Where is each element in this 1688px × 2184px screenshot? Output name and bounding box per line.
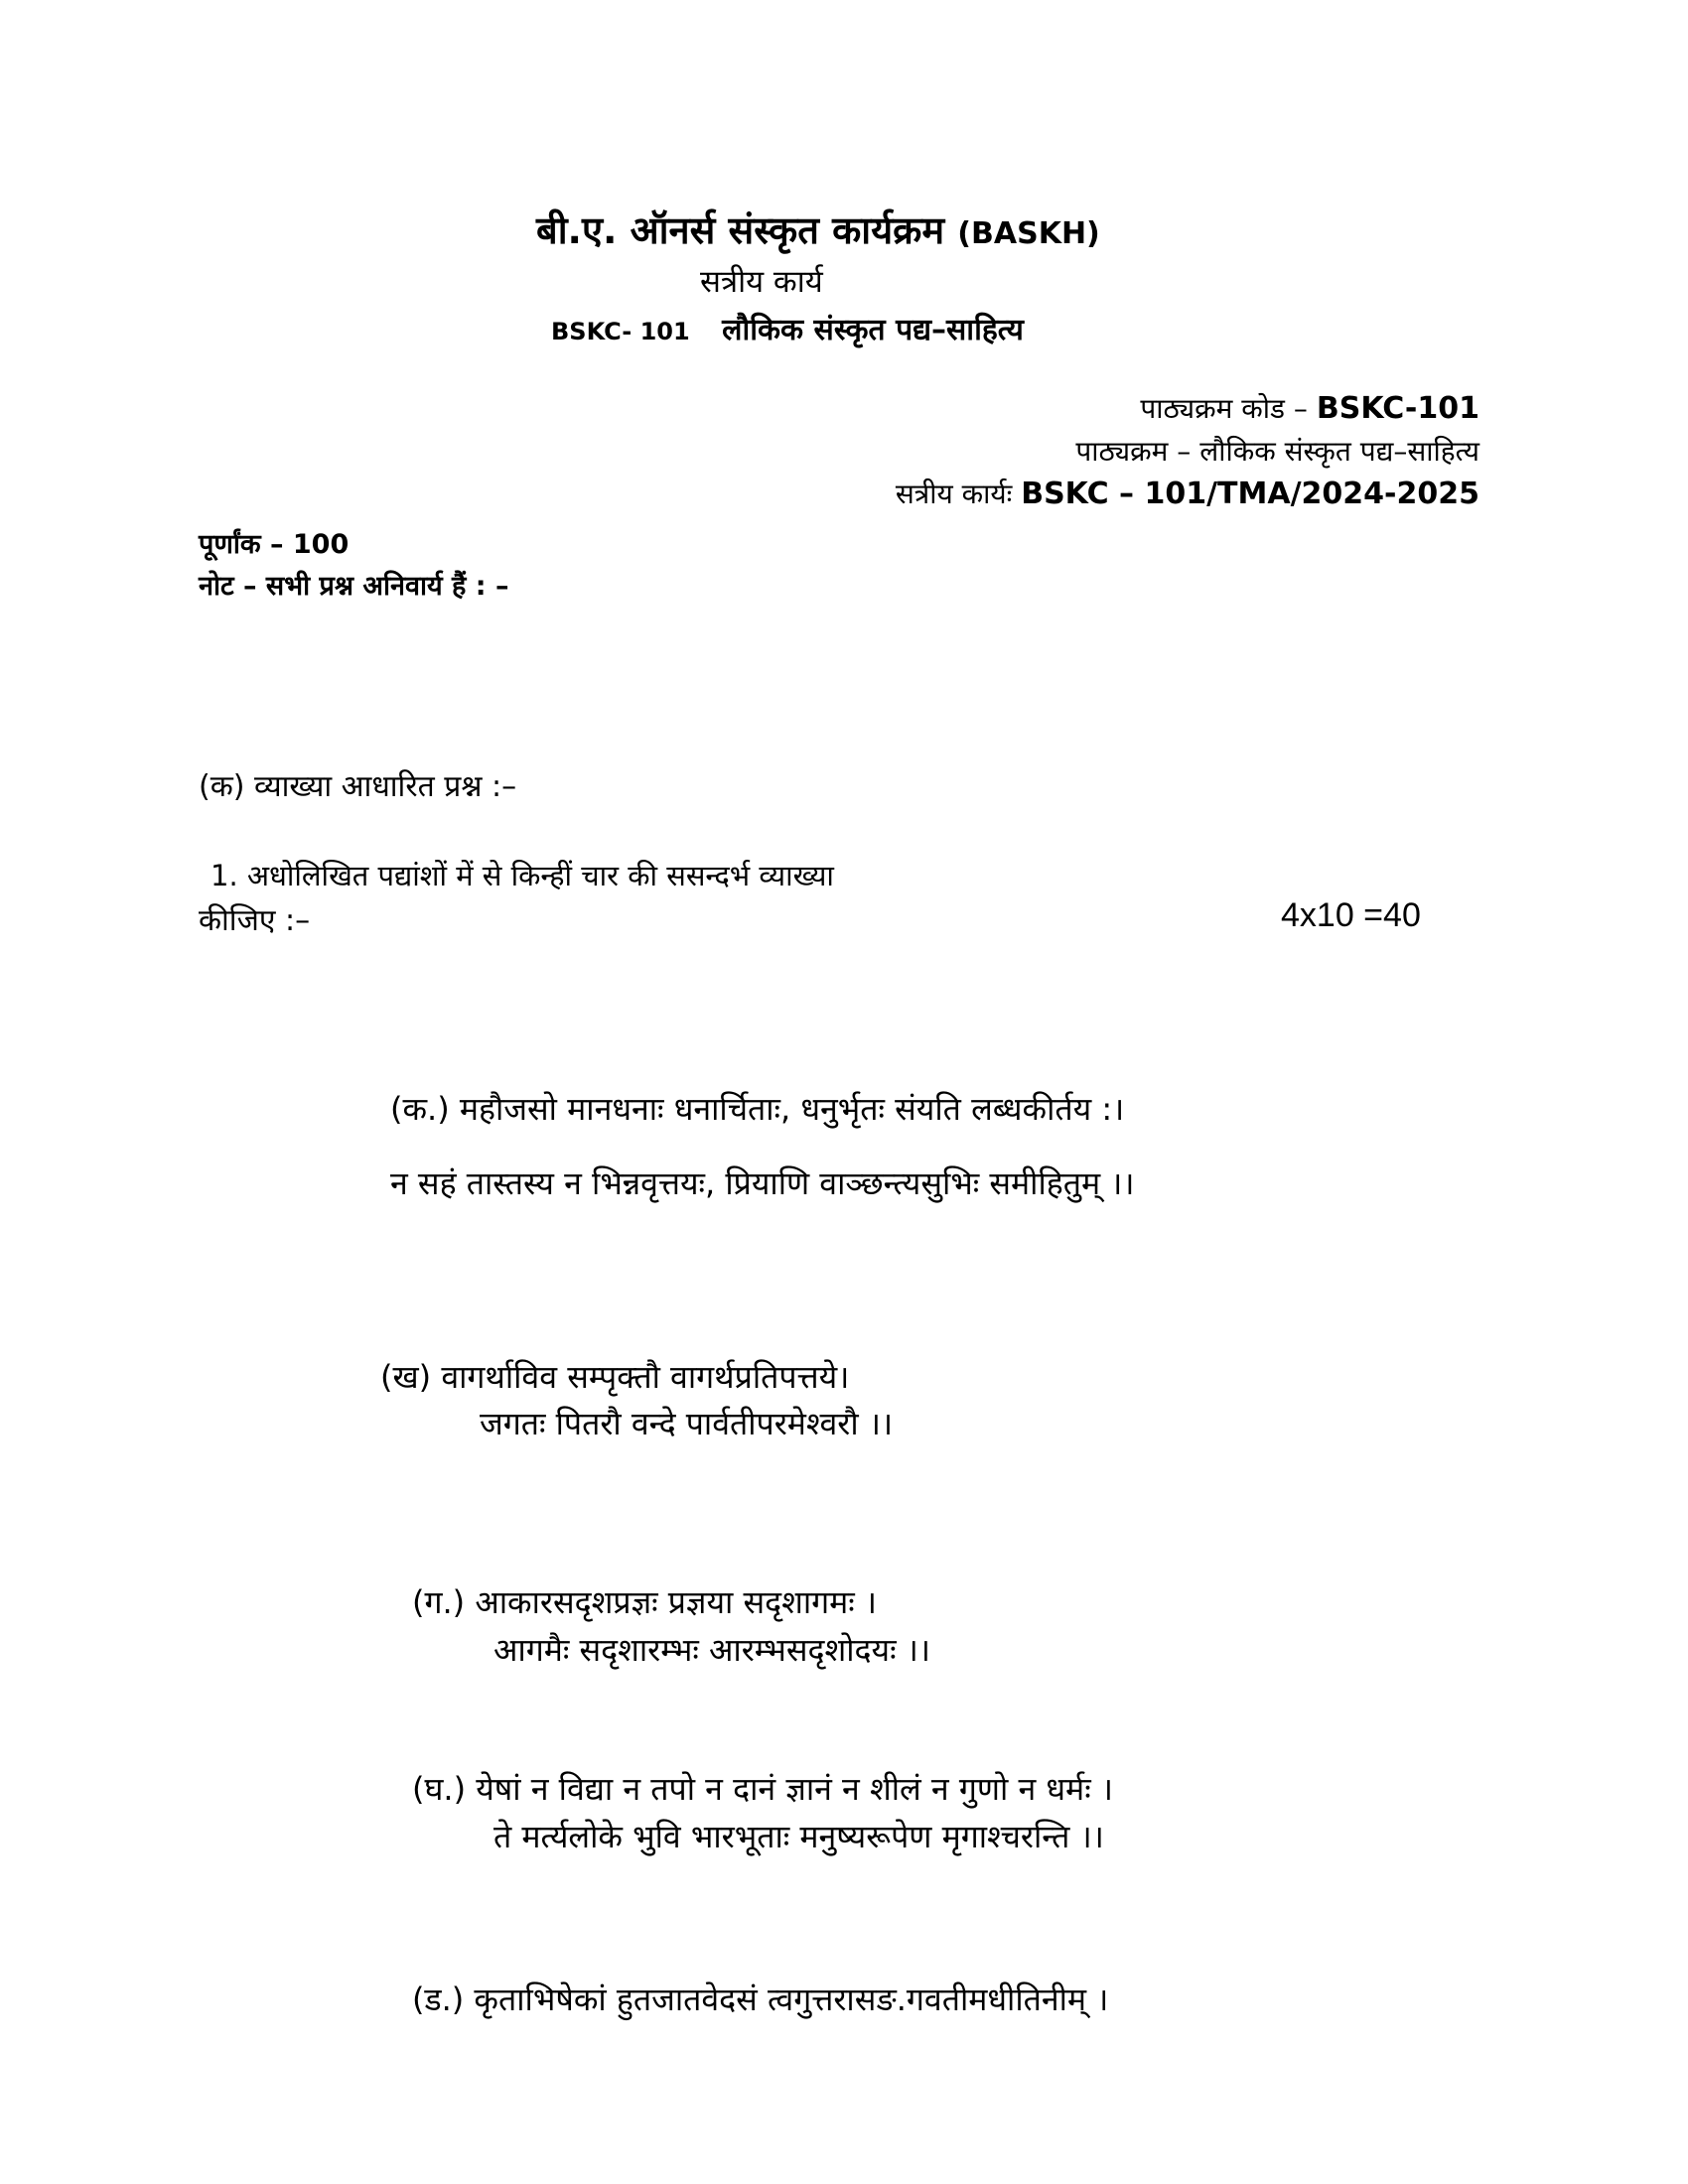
verse-da-line-1: (ड.) कृताभिषेकां हुतजातवेदसं त्वगुत्तरासङ.गवतीमधीतिनीम् ।	[412, 1980, 1109, 2018]
total-marks: पूर्णांक – 100	[199, 529, 350, 560]
document-subtitle: सत्रीय कार्य	[700, 264, 823, 300]
section-heading: (क) व्याख्या आधारित प्रश्न :–	[199, 769, 517, 804]
assignment-value: BSKC – 101/TMA/2024-2025	[1021, 477, 1479, 511]
verse-kha-line-1: (ख) वागर्थाविव सम्पृक्तौ वागर्थप्रतिपत्तये।	[380, 1358, 850, 1396]
verse-gha-line-1: (घ.) येषां न विद्या न तपो न दानं ज्ञानं न शीलं न गुणो न धर्मः ।	[412, 1770, 1113, 1808]
verse-kha-line-2: जगतः पितरौ वन्दे पार्वतीपरमेश्वरौ ।।	[480, 1405, 894, 1442]
course-name-line: पाठ्यक्रम – लौकिक संस्कृत पद्य–साहित्य	[1075, 435, 1479, 468]
title-hindi: बी.ए. ऑनर्स संस्कृत कार्यक्रम	[536, 208, 945, 252]
verse-gha-line-2: ते मर्त्यलोके भुवि भारभूताः मनुष्यरूपेण मृगाश्चरन्ति ।।	[493, 1818, 1104, 1855]
note-line: नोट – सभी प्रश्न अनिवार्य हैं : –	[199, 571, 509, 602]
course-heading	[551, 308, 1024, 348]
course-code-line	[1140, 389, 1479, 427]
verse-ka-line-1: (क.) महौजसो मानधनाः धनार्चिताः, धनुर्भृतः संयति लब्धकीर्तय :।	[390, 1090, 1125, 1128]
question-line-2: कीजिए :–	[199, 903, 311, 938]
course-code: BSKC- 101	[551, 318, 690, 345]
verse-ga-line-1: (ग.) आकारसदृशप्रज्ञः प्रज्ञया सदृशागमः ।	[412, 1583, 878, 1621]
question-marks: 4x10 =40	[1281, 896, 1421, 934]
document-title	[536, 204, 1100, 255]
course-code-value: BSKC-101	[1316, 391, 1479, 426]
assignment-label: सत्रीय कार्यः	[895, 478, 1013, 510]
course-code-label: पाठ्यक्रम कोड –	[1140, 392, 1308, 425]
assignment-line	[896, 475, 1479, 512]
verse-ga-line-2: आगमैः सदृशारम्भः आरम्भसदृशोदयः ।।	[493, 1631, 930, 1669]
course-name: लौकिक संस्कृत पद्य–साहित्य	[722, 313, 1024, 347]
question-line-1: 1. अधोलिखित पद्यांशों में से किन्हीं चार की ससन्दर्भ व्याख्या	[211, 859, 834, 892]
title-code: (BASKH)	[957, 216, 1100, 251]
verse-ka-line-2: न सहं तास्तस्य न भिन्नवृत्तयः, प्रियाणि वाञ्छन्त्यसुभिः समीहितुम् ।।	[390, 1164, 1135, 1202]
